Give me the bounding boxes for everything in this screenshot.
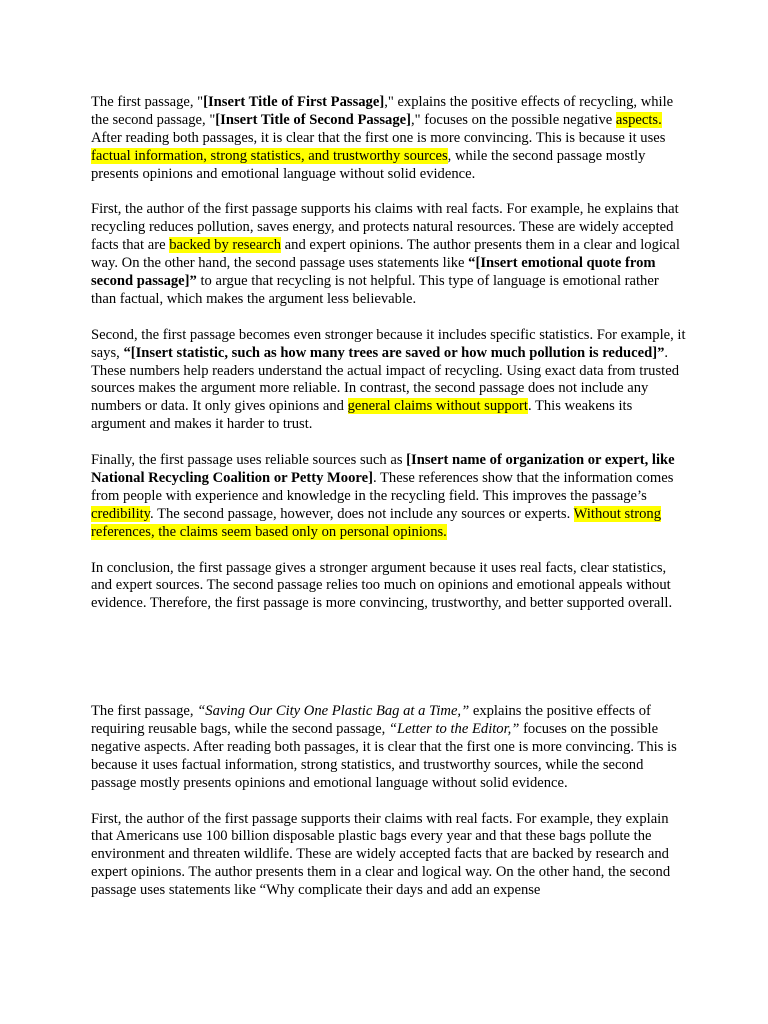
text-run: . These references show that the information comes from people with experience and knowledge in the recycling field. This improves the passage’s	[91, 469, 674, 504]
highlight-backed-by-research: backed by research	[169, 237, 282, 254]
paragraph-sources	[91, 452, 686, 542]
text-run: to argue that recycling is not helpful. This type of language is emotional rather than factual, which makes the argument less believable.	[91, 273, 659, 307]
paragraph-conclusion: In conclusion, the first passage gives a stronger argument because it uses real facts, clear statistics, and expert sources. The second passage relies too much on opinions and emotional appeals without evidence. Therefore, the first passage is more convincing, trustworthy, and better supported overall.	[91, 559, 673, 612]
emotional-quote-placeholder: “[Insert emotional quote from second passage]”	[91, 255, 656, 290]
document-page	[91, 94, 686, 918]
highlight-aspects: aspects.	[615, 111, 662, 128]
text-run: The first passage,	[91, 703, 198, 720]
paragraph-facts	[91, 201, 686, 308]
text-run: ," focuses on the possible negative	[410, 111, 616, 128]
paragraph-statistics	[91, 327, 686, 434]
text-run: focuses on the possible negative aspects. After reading both passages, it is clear that the first one is more convincing. This is because it uses factual information, strong statistics, and trustworthy sources, while the second passage mostly presents opinions and emotional language without solid evidence.	[91, 721, 677, 791]
highlight-factual-info: factual information, strong statistics, and trustworthy sources	[91, 147, 448, 164]
text-run: , while the second passage mostly presents opinions and emotional language without solid evidence.	[91, 147, 646, 182]
text-run: First, the author of the first passage supports his claims with real facts. For example, he explains that recycling reduces pollution, saves energy, and protects natural resources. These are widely accepted facts that are	[91, 201, 679, 254]
highlight-credibility: credibility	[91, 505, 151, 522]
text-run: The first passage, "	[91, 94, 204, 110]
text-run: . These numbers help readers understand the actual impact of recycling. Using exact data from trusted sources makes the argument more reliable. In contrast, the second passage does not include any numbers or data. It only gives opinions and	[91, 344, 679, 415]
text-run: Second, the first passage becomes even stronger because it includes specific statistics. For example, it says,	[91, 326, 686, 361]
paragraph-facts-revised: First, the author of the first passage supports their claims with real facts. For example, they explain that Americans use 100 billion disposable plastic bags every year and that these bags pollute the environment and threaten wildlife. These are widely accepted facts that are backed by research and expert opinions. The author presents them in a clear and logical way. On the other hand, the second passage uses statements like “Why complicate their days and add an expense	[91, 810, 671, 899]
section-spacer	[91, 631, 686, 703]
highlight-without-references: Without strong references, the claims seem based only on personal opinions.	[91, 505, 662, 540]
paragraph-intro-revised	[91, 703, 686, 793]
statistic-placeholder: “[Insert statistic, such as how many trees are saved or how much pollution is reduced]”	[123, 344, 665, 361]
first-passage-title: “Saving Our City One Plastic Bag at a Time,”	[197, 703, 470, 720]
highlight-general-claims: general claims without support	[347, 398, 528, 415]
first-title-placeholder: [Insert Title of First Passage]	[203, 94, 385, 110]
text-run: explains the positive effects of requiring reusable bags, while the second passage,	[91, 703, 651, 738]
organization-placeholder: [Insert name of organization or expert, like National Recycling Coalition or Petty Moore]	[91, 452, 675, 486]
text-run: After reading both passages, it is clear that the first one is more convincing. This is because it uses	[91, 129, 666, 146]
text-run: and expert opinions. The author presents them in a clear and logical way. On the other hand, the second passage uses statements like	[91, 237, 680, 272]
text-run: . This weakens its argument and makes it harder to trust.	[91, 398, 633, 433]
second-passage-title: “Letter to the Editor,”	[388, 721, 520, 738]
second-title-placeholder: [Insert Title of Second Passage]	[215, 111, 411, 128]
text-run: . The second passage, however, does not include any sources or experts.	[150, 505, 574, 522]
text-run: ," explains the positive effects of recycling, while the second passage, "	[91, 94, 674, 128]
paragraph-intro	[91, 94, 686, 184]
text-run: Finally, the first passage uses reliable sources such as	[91, 452, 407, 469]
